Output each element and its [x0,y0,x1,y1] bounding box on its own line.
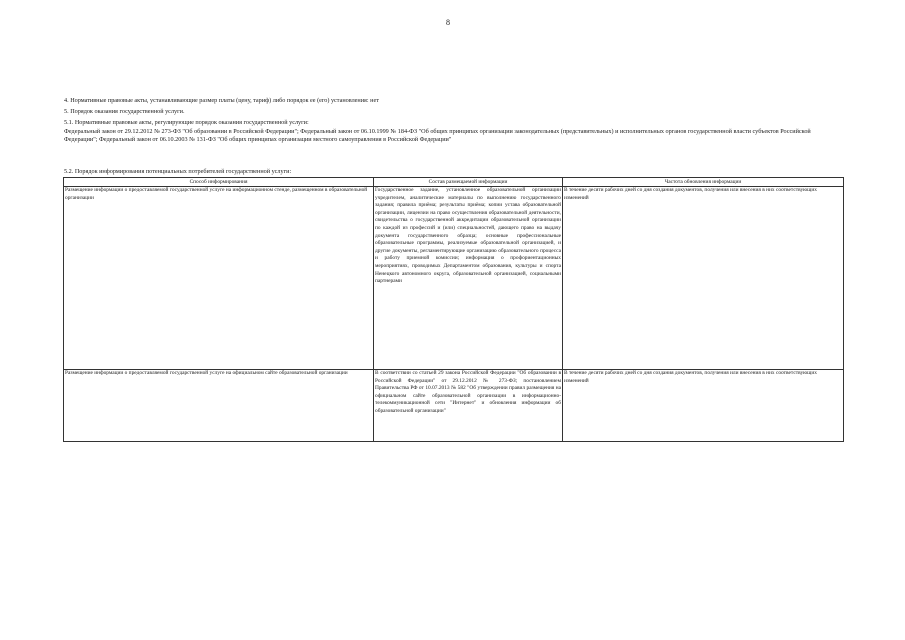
page-number: 8 [446,18,450,27]
header-frequency: Частота обновления информации [563,178,844,187]
cell-frequency: В течение десяти рабочих дней со дня создания документов, получения или внесения в них соответствующих изменений [563,370,844,442]
informing-table [63,177,844,442]
section-4-text: 4. Нормативные правовые акты, устанавливающие размер платы (цену, тариф) либо порядок ее (его) установления: нет [64,97,379,104]
cell-content: Государственное задание, установленное образовательной организации учредителем, аналитические материалы по выполнению государственного задания; правила приёма; результаты приёма; копии устава образовательной организации, лицензии на право осуществления образовательной деятельности, свидетельства о государственной аккредитации образовательной организации по каждой из профессий и (или) специальностей, дающего право на выдачу документа государственного образца; основные профессиональные образовательные программы, реализуемые образовательной организацией, и другие документы, регламентирующие организацию образовательного процесса и работу приемной комиссии; информация о профориентационных мероприятиях, проводимых Департаментом образования, культуры и спорта Ненецкого автономного округа, образовательной организацией, социальными партнерами [374,187,563,370]
table-row [64,187,844,370]
cell-method: Размещение информации о предоставляемой государственной услуге на официальном сайте образовательной организации [64,370,374,442]
section-5-1-laws: Федеральный закон от 29.12.2012 № 273-ФЗ "Об образовании в Российской Федерации"; Федеральный закон от 06.10.1999 № 184-ФЗ "Об общих принципах организации законодательных (представительных) и исполнительных органов государственной власти субъектов Российской Федерации"; Федеральный закон от 06.10.2003 № 131-ФЗ "Об общих принципах организации местного самоуправления в Российской Федерации" [64,128,811,143]
cell-content: В соответствии со статьей 29 закона Российской Федерации "Об образовании в Российской Федерации" от 29.12.2012 № 273-ФЗ; постановлением Правительства РФ от 10.07.2013 № 582 "Об утверждении правил размещения на официальном сайте образовательной организации в информационно-телекоммуникационной сети "Интернет" и обновления информации об образовательной организации" [374,370,563,442]
header-method: Способ информирования [64,178,374,187]
table-header-row [64,178,844,187]
header-content: Состав размещаемой информации [374,178,563,187]
section-5-heading: 5. Порядок оказания государственной услуги. [64,108,185,115]
cell-method: Размещение информации о предоставляемой государственной услуге на информационном стенде, размещенном в образовательной организации [64,187,374,370]
section-5-2-heading: 5.2. Порядок информирования потенциальных потребителей государственной услуги: [64,168,292,175]
section-5-1-heading: 5.1. Нормативные правовые акты, регулирующие порядок оказания государственной услуги: [64,119,309,126]
table-row [64,370,844,442]
cell-frequency: В течение десяти рабочих дней со дня создания документов, получения или внесения в них соответствующих изменений [563,187,844,370]
